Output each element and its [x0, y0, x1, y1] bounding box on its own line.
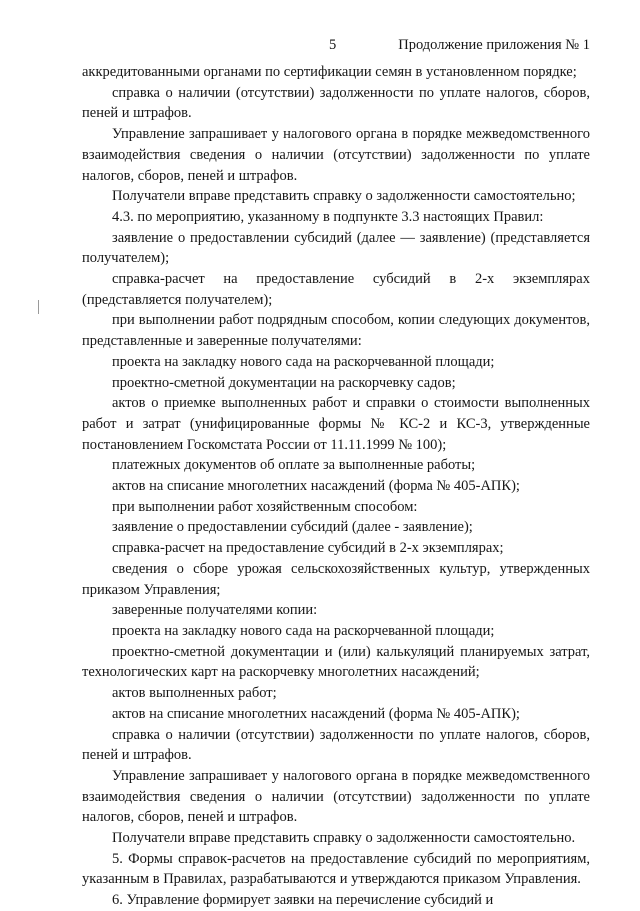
paragraph: Управление запрашивает у налогового органа в порядке межведомственного взаимодействия сведения о наличии (отсутствии) задолженности по уплате налогов, сборов, пеней и штрафов. [82, 126, 590, 184]
paragraph: справка о наличии (отсутствии) задолженности по уплате налогов, сборов, пеней и штрафов. [82, 84, 590, 122]
paragraph: проекта на закладку нового сада на раскорчеванной площади; [112, 353, 495, 370]
scan-speck [38, 300, 39, 314]
paragraph: заявление о предоставлении субсидий (далее - заявление); [112, 519, 473, 536]
paragraph: актов о приемке выполненных работ и справки о стоимости выполненных работ и затрат (унифицированные формы № КС-2 и КС-3, утвержденные постановлением Госкомстата России от 11.11.1999 № 100); [82, 395, 590, 453]
paragraph: 5. Формы справок-расчетов на предоставление субсидий по мероприятиям, указанным в Правилах, разрабатываются и утверждаются приказом Управления. [82, 850, 590, 888]
paragraph: проектно-сметной документации и (или) калькуляций планируемых затрат, технологических карт на раскорчевку многолетних насаждений; [82, 643, 590, 681]
paragraph: Получатели вправе представить справку о задолженности самостоятельно. [112, 830, 576, 847]
paragraph: при выполнении работ подрядным способом, копии следующих документов, представленные и заверенные получателями: [82, 312, 590, 350]
paragraph: заявление о предоставлении субсидий (далее — заявление) (представляется получателем); [82, 229, 590, 267]
body-text [82, 62, 590, 911]
page-number: 5 [329, 37, 337, 53]
paragraph: актов на списание многолетних насаждений (форма № 405-АПК); [112, 705, 520, 722]
paragraph: проектно-сметной документации на раскорчевку садов; [112, 374, 456, 391]
paragraph: справка-расчет на предоставление субсидий в 2-х экземплярах; [112, 540, 504, 557]
paragraph: проекта на закладку нового сада на раскорчеванной площади; [112, 622, 495, 639]
paragraph: сведения о сборе урожая сельскохозяйственных культур, утвержденных приказом Управления; [82, 560, 590, 598]
paragraph: справка о наличии (отсутствии) задолженности по уплате налогов, сборов, пеней и штрафов. [82, 726, 590, 764]
paragraph: платежных документов об оплате за выполненные работы; [112, 457, 476, 474]
paragraph: при выполнении работ хозяйственным способом: [112, 498, 418, 515]
paragraph: 6. Управление формирует заявки на перечисление субсидий и [112, 892, 494, 909]
paragraph: Управление запрашивает у налогового органа в порядке межведомственного взаимодействия сведения о наличии (отсутствии) задолженности по уплате налогов, сборов, пеней и штрафов. [82, 767, 590, 826]
continuation-note: Продолжение приложения № 1 [398, 37, 590, 53]
paragraph: актов выполненных работ; [112, 685, 277, 702]
paragraph: аккредитованными органами по сертификации семян в установленном порядке; [82, 64, 577, 80]
page-header [82, 37, 590, 57]
paragraph: справка-расчет на предоставление субсидий в 2-х экземплярах (представляется получателем); [82, 271, 590, 308]
paragraph: Получатели вправе представить справку о задолженности самостоятельно; [112, 188, 576, 205]
paragraph: заверенные получателями копии: [112, 602, 318, 619]
paragraph: актов на списание многолетних насаждений (форма № 405-АПК); [112, 478, 520, 495]
paragraph: 4.3. по мероприятию, указанному в подпункте 3.3 настоящих Правил: [112, 208, 544, 225]
